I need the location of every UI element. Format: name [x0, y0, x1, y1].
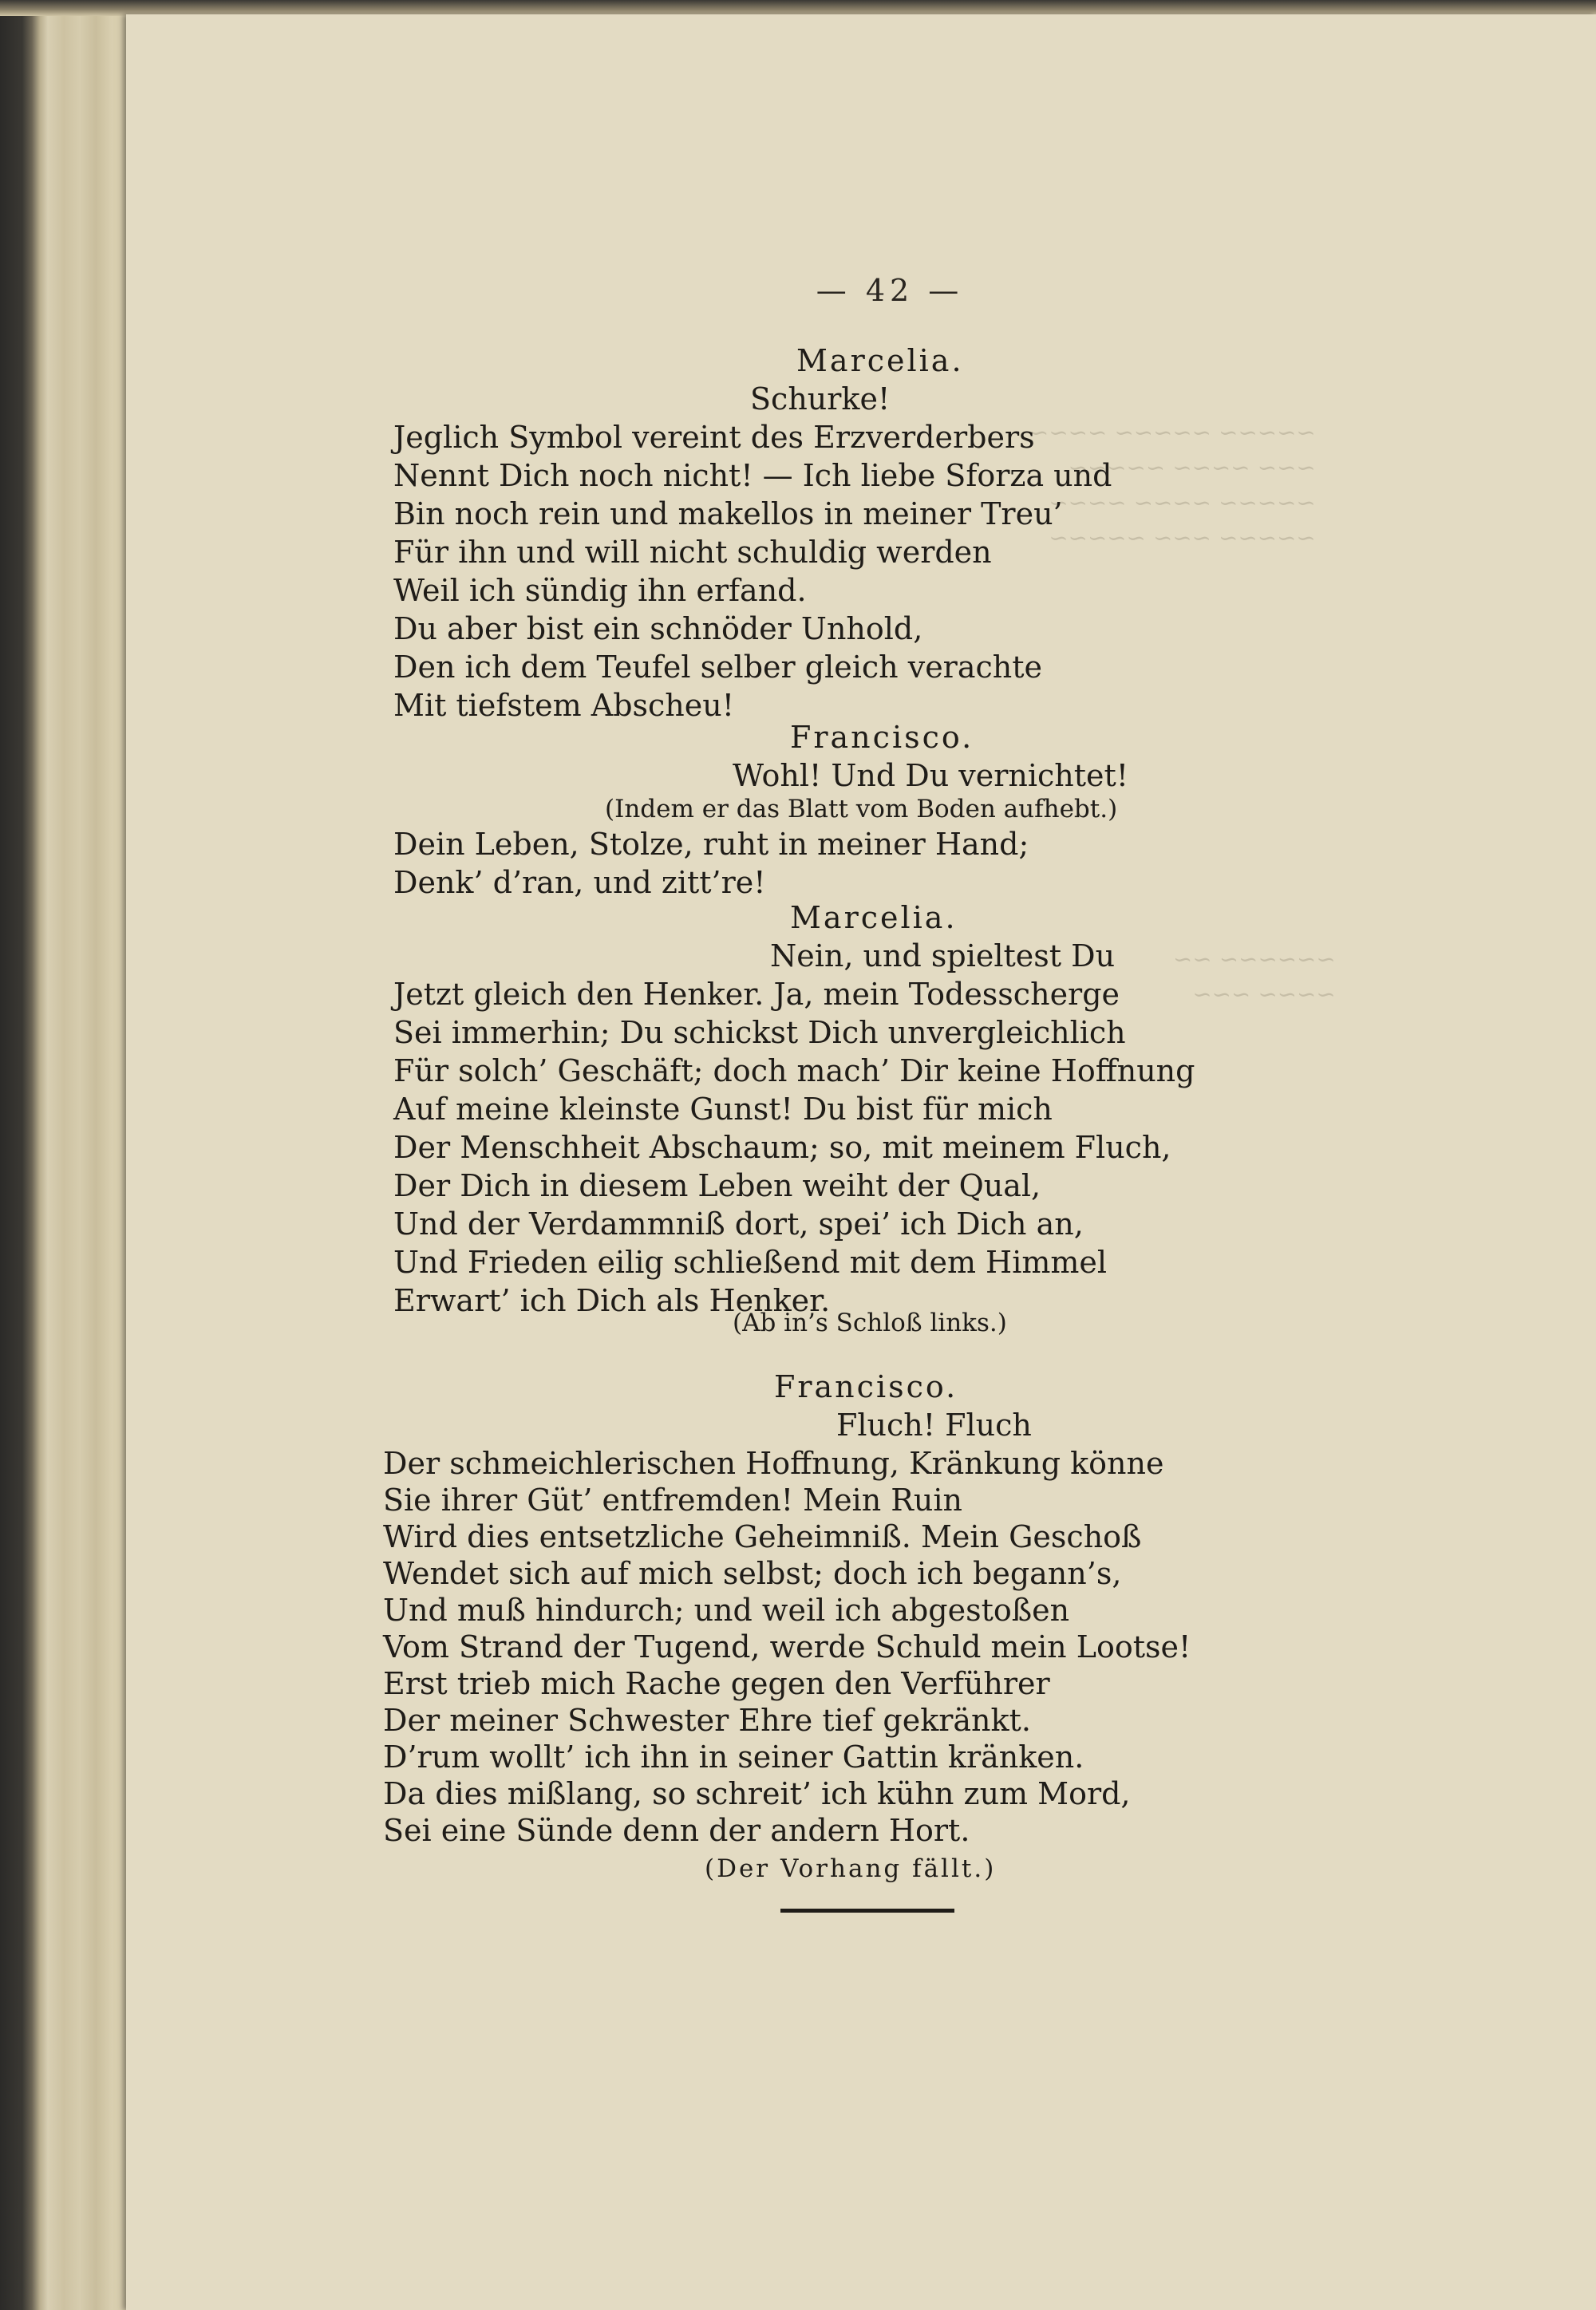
verse-line: Jetzt gleich den Henker. Ja, mein Todesscherge — [393, 977, 1120, 1012]
verse-line: Jeglich Symbol vereint des Erzverderbers — [393, 420, 1035, 455]
speaker-marcelia: Marcelia. — [790, 900, 958, 935]
verse-line: Für ihn und will nicht schuldig werden — [393, 535, 992, 570]
verse-line: Wendet sich auf mich selbst; doch ich begann’s, — [383, 1556, 1122, 1591]
verse-line: Und Frieden eilig schließend mit dem Himmel — [393, 1245, 1108, 1280]
verse-line: Wird dies entsetzliche Geheimniß. Mein Geschoß — [383, 1519, 1142, 1554]
verse-line: Schurke! — [750, 381, 891, 417]
verse-line: Denk’ d’ran, und zitt’re! — [393, 865, 766, 900]
verse-line: Erwart’ ich Dich als Henker. — [393, 1283, 831, 1318]
verse-line: Und muß hindurch; und weil ich abgestoßen — [383, 1593, 1070, 1628]
verse-line: D’rum wollt’ ich ihn in seiner Gattin kränken. — [383, 1739, 1084, 1775]
verse-line: Den ich dem Teufel selber gleich verachte — [393, 650, 1043, 685]
verse-line: Der schmeichlerischen Hoffnung, Kränkung könne — [383, 1446, 1164, 1481]
verse-line: Vom Strand der Tugend, werde Schuld mein Lootse! — [383, 1629, 1191, 1664]
verse-line: Bin noch rein und makellos in meiner Treu’ — [393, 496, 1063, 531]
verse-line: Sie ihrer Güt’ entfremden! Mein Ruin — [383, 1483, 962, 1518]
verse-line: Du aber bist ein schnöder Unhold, — [393, 611, 923, 646]
verse-line: Da dies mißlang, so schreit’ ich kühn zum Mord, — [383, 1776, 1131, 1811]
show-through-text-2: ~~~~~~ ~~ ~~~~ ~~~ — [1173, 946, 1336, 1008]
verse-line: Und der Verdammniß dort, spei’ ich Dich an, — [393, 1206, 1084, 1242]
book-top-edge — [0, 0, 1596, 16]
verse-line: Nennt Dich noch nicht! — Ich liebe Sforza und — [393, 458, 1112, 493]
book-page-edges — [0, 0, 136, 2310]
verse-line: Der Menschheit Abschaum; so, mit meinem Fluch, — [393, 1130, 1171, 1165]
show-through-text: ~~~~~ ~~~~~ ~~~~ ~~~ ~~~~ ~~~~~ ~~~~~ ~~~~ ~~~~ ~~~~~ ~~~ ~~~~~ — [1029, 419, 1316, 551]
verse-line: Weil ich sündig ihn erfand. — [393, 573, 807, 608]
verse-line: Erst trieb mich Rache gegen den Verführer — [383, 1666, 1050, 1701]
verse-line: Auf meine kleinste Gunst! Du bist für mich — [393, 1092, 1053, 1127]
page-number: — 42 — — [816, 273, 964, 308]
verse-line: Der meiner Schwester Ehre tief gekränkt. — [383, 1703, 1031, 1738]
stage-direction: (Der Vorhang fällt.) — [705, 1854, 997, 1883]
end-rule — [780, 1909, 954, 1913]
speaker-francisco: Francisco. — [774, 1369, 958, 1404]
verse-line: Der Dich in diesem Leben weiht der Qual, — [393, 1168, 1041, 1203]
verse-line: Fluch! Fluch — [836, 1408, 1032, 1443]
verse-line: Nein, und spieltest Du — [770, 938, 1116, 973]
verse-line: Sei eine Sünde denn der andern Hort. — [383, 1813, 970, 1848]
verse-line: Wohl! Und Du vernichtet! — [733, 758, 1129, 793]
verse-line: Für solch’ Geschäft; doch mach’ Dir keine Hoffnung — [393, 1053, 1195, 1088]
speaker-francisco: Francisco. — [790, 720, 974, 755]
verse-line: Mit tiefstem Abscheu! — [393, 688, 735, 723]
verse-line: Sei immerhin; Du schickst Dich unvergleichlich — [393, 1015, 1126, 1050]
verse-line: Dein Leben, Stolze, ruht in meiner Hand; — [393, 827, 1029, 862]
stage-direction: (Indem er das Blatt vom Boden aufhebt.) — [605, 795, 1118, 823]
speaker-marcelia: Marcelia. — [796, 343, 964, 378]
stage-direction: (Ab in’s Schloß links.) — [733, 1309, 1007, 1337]
